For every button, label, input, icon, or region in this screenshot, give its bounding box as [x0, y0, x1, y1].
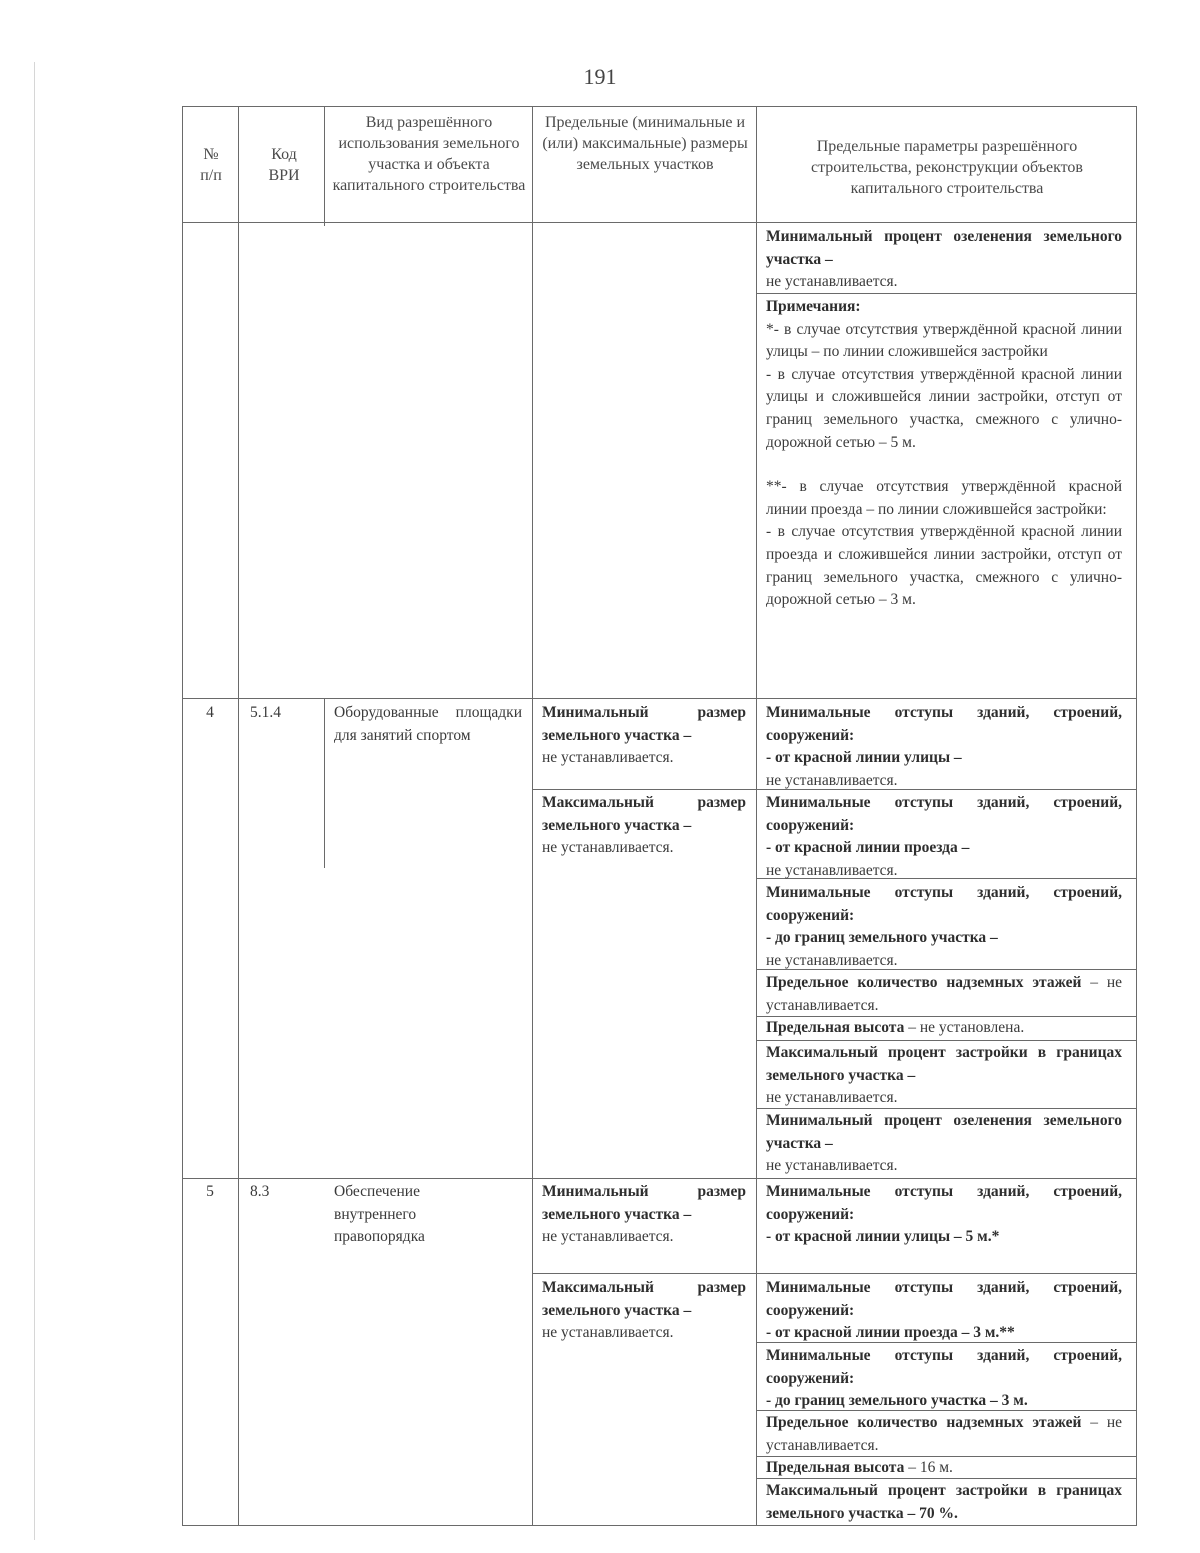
- row5-min-size-value: не устанавливается.: [542, 1228, 674, 1246]
- row5-p5-title: Предельная высота: [766, 1459, 905, 1476]
- row5-top-line: [182, 1178, 1137, 1179]
- scan-edge-line: [34, 62, 35, 1540]
- header-params: Предельные параметры разрешённого строительства, реконструкции объектов капитального строительства: [811, 138, 1083, 197]
- row5-p2-line: - от красной линии проезда – 3 м.**: [766, 1324, 1015, 1342]
- row5-p1-title: Минимальные отступы зданий, строений, сооружений:: [766, 1183, 1122, 1223]
- header-kind: Вид разрешённого использования земельного участка и объекта капитального строительства: [332, 114, 526, 194]
- column-divider-kind-lower: [324, 698, 325, 868]
- row4-min-size-cell: [542, 702, 746, 770]
- row4-p6-cell: [766, 1042, 1122, 1110]
- row5-code: 8.3: [250, 1183, 270, 1200]
- row5-max-size-cell: [542, 1277, 746, 1345]
- cont-green-cell: [766, 226, 1122, 294]
- row4-p2-line: - от красной линии проезда –: [766, 839, 970, 857]
- row5-p1-line: - от красной линии улицы – 5 м.*: [766, 1228, 1000, 1246]
- row4-p1-cell: [766, 702, 1122, 792]
- header-code: Код ВРИ: [268, 146, 300, 184]
- cont-note1-b: - в случае отсутствия утверждённой красной линии улицы и сложившейся линии застройки, отступ от границ земельного участка, смежного с улично-дорожной сетью – 5 м.: [766, 365, 1122, 451]
- row4-p1-title: Минимальные отступы зданий, строений, сооружений:: [766, 704, 1122, 744]
- header-sizes: Предельные (минимальные и (или) максимальные) размеры земельных участков: [542, 114, 748, 173]
- row4-p3-value: не устанавливается.: [766, 951, 898, 969]
- row4-p2-cell: [766, 792, 1122, 882]
- row5-max-size-title: Максимальный размер земельного участка –: [542, 1279, 746, 1319]
- header-num: № п/п: [200, 146, 222, 184]
- row4-p6-value: не устанавливается.: [766, 1089, 898, 1107]
- table-border-left: [182, 106, 183, 1526]
- row5-p5-cell: [766, 1457, 1122, 1480]
- column-divider-params: [756, 106, 757, 1526]
- row5-p6-cell: [766, 1480, 1122, 1525]
- row5-max-size-value: не устанавливается.: [542, 1324, 674, 1342]
- cont-notes-title: Примечания:: [766, 298, 861, 315]
- cont-green-value: не устанавливается.: [766, 273, 898, 291]
- row4-p4-value: – не устанавливается.: [766, 974, 1122, 1014]
- row4-p1-value: не устанавливается.: [766, 771, 898, 789]
- row5-p4-value: – не устанавливается.: [766, 1414, 1122, 1454]
- row4-p2-value: не устанавливается.: [766, 861, 898, 879]
- row5-min-size-cell: [542, 1181, 746, 1249]
- row4-p7-title: Минимальный процент озеленения земельного участка –: [766, 1112, 1122, 1152]
- row5-p6-title: Максимальный процент застройки в границах земельного участка – 70 %.: [766, 1482, 1122, 1522]
- row5-p1-cell: [766, 1181, 1122, 1249]
- row4-num: 4: [206, 704, 214, 721]
- row5-p4-cell: [766, 1412, 1122, 1457]
- row4-min-size-value: не устанавливается.: [542, 749, 674, 767]
- row5-p5-value: – 16 м.: [908, 1459, 953, 1476]
- column-divider-code: [238, 106, 239, 1526]
- page-number: 191: [583, 64, 617, 89]
- row4-max-size-cell: [542, 792, 746, 860]
- row4-p3-title: Минимальные отступы зданий, строений, сооружений:: [766, 884, 1122, 924]
- column-divider-sizes: [532, 106, 533, 1526]
- row5-p3-line: - до границ земельного участка – 3 м.: [766, 1392, 1028, 1410]
- row4-max-size-title: Максимальный размер земельного участка –: [542, 794, 746, 834]
- row4-code: 5.1.4: [250, 704, 281, 721]
- row4-p4-cell: [766, 972, 1122, 1017]
- header-bottom-line: [182, 222, 1137, 223]
- row4-kind: Оборудованные площадки для занятий спортом: [334, 704, 522, 744]
- row4-p7-value: не устанавливается.: [766, 1157, 898, 1175]
- row5-p3-cell: [766, 1345, 1122, 1413]
- row5-size-divider: [532, 1273, 757, 1274]
- row5-p2-cell: [766, 1277, 1122, 1345]
- row4-p1-line: - от красной линии улицы –: [766, 749, 962, 767]
- cont-note1-a: *- в случае отсутствия утверждённой красной линии улицы – по линии сложившейся застройки: [766, 320, 1122, 361]
- cont-notes-cell: [766, 296, 1122, 612]
- row4-p3-line: - до границ земельного участка –: [766, 929, 998, 947]
- row4-p5-bottom: [756, 1040, 1137, 1041]
- row5-kind: Обеспечение внутреннего правопорядка: [334, 1183, 425, 1246]
- table-border-right: [1136, 106, 1137, 1526]
- row4-p3-cell: [766, 882, 1122, 972]
- cont-green-title: Минимальный процент озеленения земельного участка –: [766, 228, 1122, 268]
- row5-min-size-title: Минимальный размер земельного участка –: [542, 1183, 746, 1223]
- row4-top-line: [182, 698, 1137, 699]
- row4-max-size-value: не устанавливается.: [542, 839, 674, 857]
- row4-p5-cell: [766, 1017, 1122, 1040]
- table-border-top: [182, 106, 1137, 107]
- cont-note2-a: **- в случае отсутствия утверждённой красной линии проезда – по линии сложившейся застройки:: [766, 478, 1122, 518]
- row5-p2-title: Минимальные отступы зданий, строений, сооружений:: [766, 1279, 1122, 1319]
- row4-p6-title: Максимальный процент застройки в границах земельного участка –: [766, 1044, 1122, 1084]
- row4-p5-value: – не установлена.: [908, 1019, 1025, 1036]
- cont-note2-b: - в случае отсутствия утверждённой красной линии проезда и сложившейся линии застройки, отступ от границ земельного участка, смежного с улично-дорожной сетью – 3 м.: [766, 523, 1122, 609]
- row5-p1-bottom: [756, 1273, 1137, 1274]
- row4-size-divider: [532, 789, 757, 790]
- row4-p4-title: Предельное количество надземных этажей: [766, 974, 1082, 991]
- row5-num: 5: [206, 1183, 214, 1200]
- row4-p5-title: Предельная высота: [766, 1019, 905, 1036]
- row5-p3-title: Минимальные отступы зданий, строений, сооружений:: [766, 1347, 1122, 1387]
- regulations-table: [182, 106, 1137, 1526]
- row4-min-size-title: Минимальный размер земельного участка –: [542, 704, 746, 744]
- row4-p2-title: Минимальные отступы зданий, строений, сооружений:: [766, 794, 1122, 834]
- column-divider-kind: [324, 106, 325, 226]
- row5-p4-title: Предельное количество надземных этажей: [766, 1414, 1082, 1431]
- row4-p7-cell: [766, 1110, 1122, 1178]
